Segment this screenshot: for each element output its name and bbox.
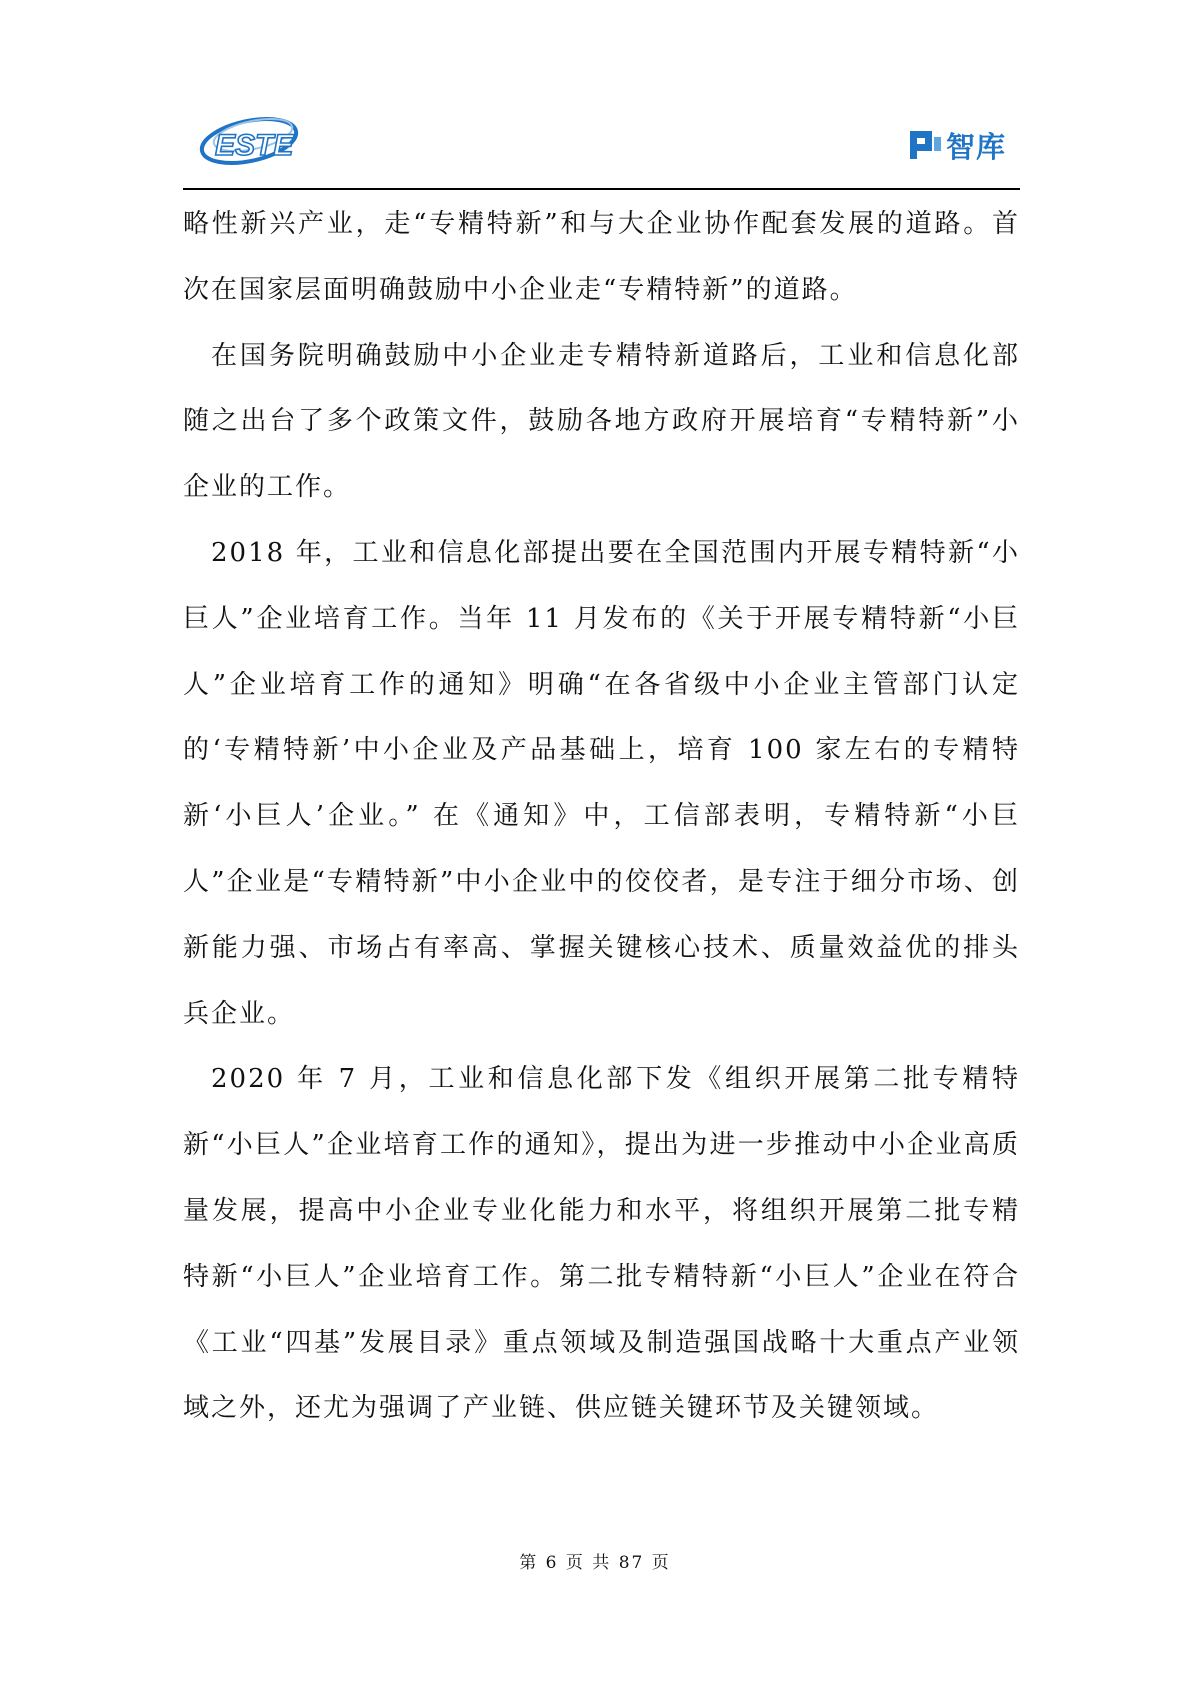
paragraph-2: 在国务院明确鼓励中小企业走专精特新道路后，工业和信息化部随之出台了多个政策文件，鼓励各地方政府开展培育“专精特新”小企业的工作。: [183, 340, 1020, 503]
paragraph-4: 2020 年 7 月，工业和信息化部下发《组织开展第二批专精特新“小巨人”企业培育工作的通知》，提出为进一步推动中小企业高质量发展，提高中小企业专业化能力和水平，将组织开展第二批专精特新“小巨人”企业培育工作。第二批专精特新“小巨人”企业在符合《工业“四基”发展目录》重点领域及制造强国战略十大重点产业领域之外，还尤为强调了产业链、供应链关键环节及关键领域。: [183, 1064, 1020, 1424]
este-logo-icon: [197, 105, 307, 173]
este-logo-text: ESTE: [215, 129, 294, 162]
este-logo: [197, 105, 307, 173]
page-header: [183, 95, 1020, 190]
zhiku-logo-mark-icon: [908, 127, 944, 163]
document-body: [183, 192, 1020, 1442]
header-divider: [183, 188, 1020, 190]
paragraph-3: 2018 年，工业和信息化部提出要在全国范围内开展专精特新“小巨人”企业培育工作。当年 11 月发布的《关于开展专精特新“小巨人”企业培育工作的通知》明确“在各省级中小企业主管部门认定的‘专精特新’中小企业及产品基础上，培育 100 家左右的专精特新‘小巨人’企业。” 在《通知》中，工信部表明，专精特新“小巨人”企业是“专精特新”中小企业中的佼佼者，是专注于细分市场、创新能力强、市场占有率高、掌握关键核心技术、质量效益优的排头兵企业。: [183, 537, 1020, 1029]
page-footer: 第 6 页 共 87 页: [519, 1553, 671, 1573]
zhiku-logo-text: 智库: [945, 129, 1006, 164]
zhiku-logo: [908, 125, 1006, 165]
paragraph-1: 略性新兴产业，走“专精特新”和与大企业协作配套发展的道路。首次在国家层面明确鼓励中小企业走“专精特新”的道路。: [183, 209, 1020, 305]
